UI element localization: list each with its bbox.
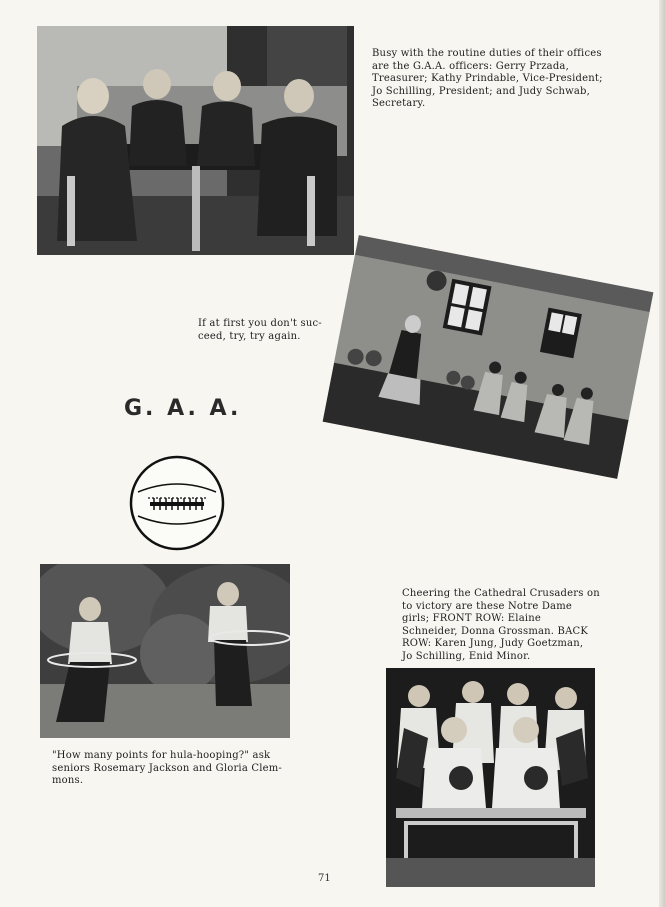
gaa-heading: G. A. A.	[124, 396, 242, 421]
page-edge	[659, 0, 665, 907]
basketball-photo	[323, 235, 654, 479]
hula-caption: "How many points for hula-hooping?" ask seniors Rosemary Jackson and Gloria Clem- mons.	[52, 750, 282, 786]
officers-caption: Busy with the routine duties of their offices are the G.A.A. officers: Gerry Przada, Treasurer; Kathy Prindable, Vice-President; Jo Schilling, President; and Judy Schwab, Secretary.	[372, 48, 603, 109]
cheer-caption: Cheering the Cathedral Crusaders on to victory are these Notre Dame girls; FRONT ROW: Elaine Schneider, Donna Grossman. BACK ROW: Karen Jung, Judy Goetzman, Jo Schilling, Enid Minor.	[402, 588, 600, 662]
hula-hoop-photo	[40, 564, 290, 738]
cheerleaders-photo	[386, 668, 595, 887]
page-number: 71	[318, 873, 331, 884]
baseball-icon	[128, 454, 226, 552]
officers-photo	[37, 26, 354, 255]
basketball-caption: If at first you don't suc- ceed, try, try again.	[198, 318, 322, 342]
